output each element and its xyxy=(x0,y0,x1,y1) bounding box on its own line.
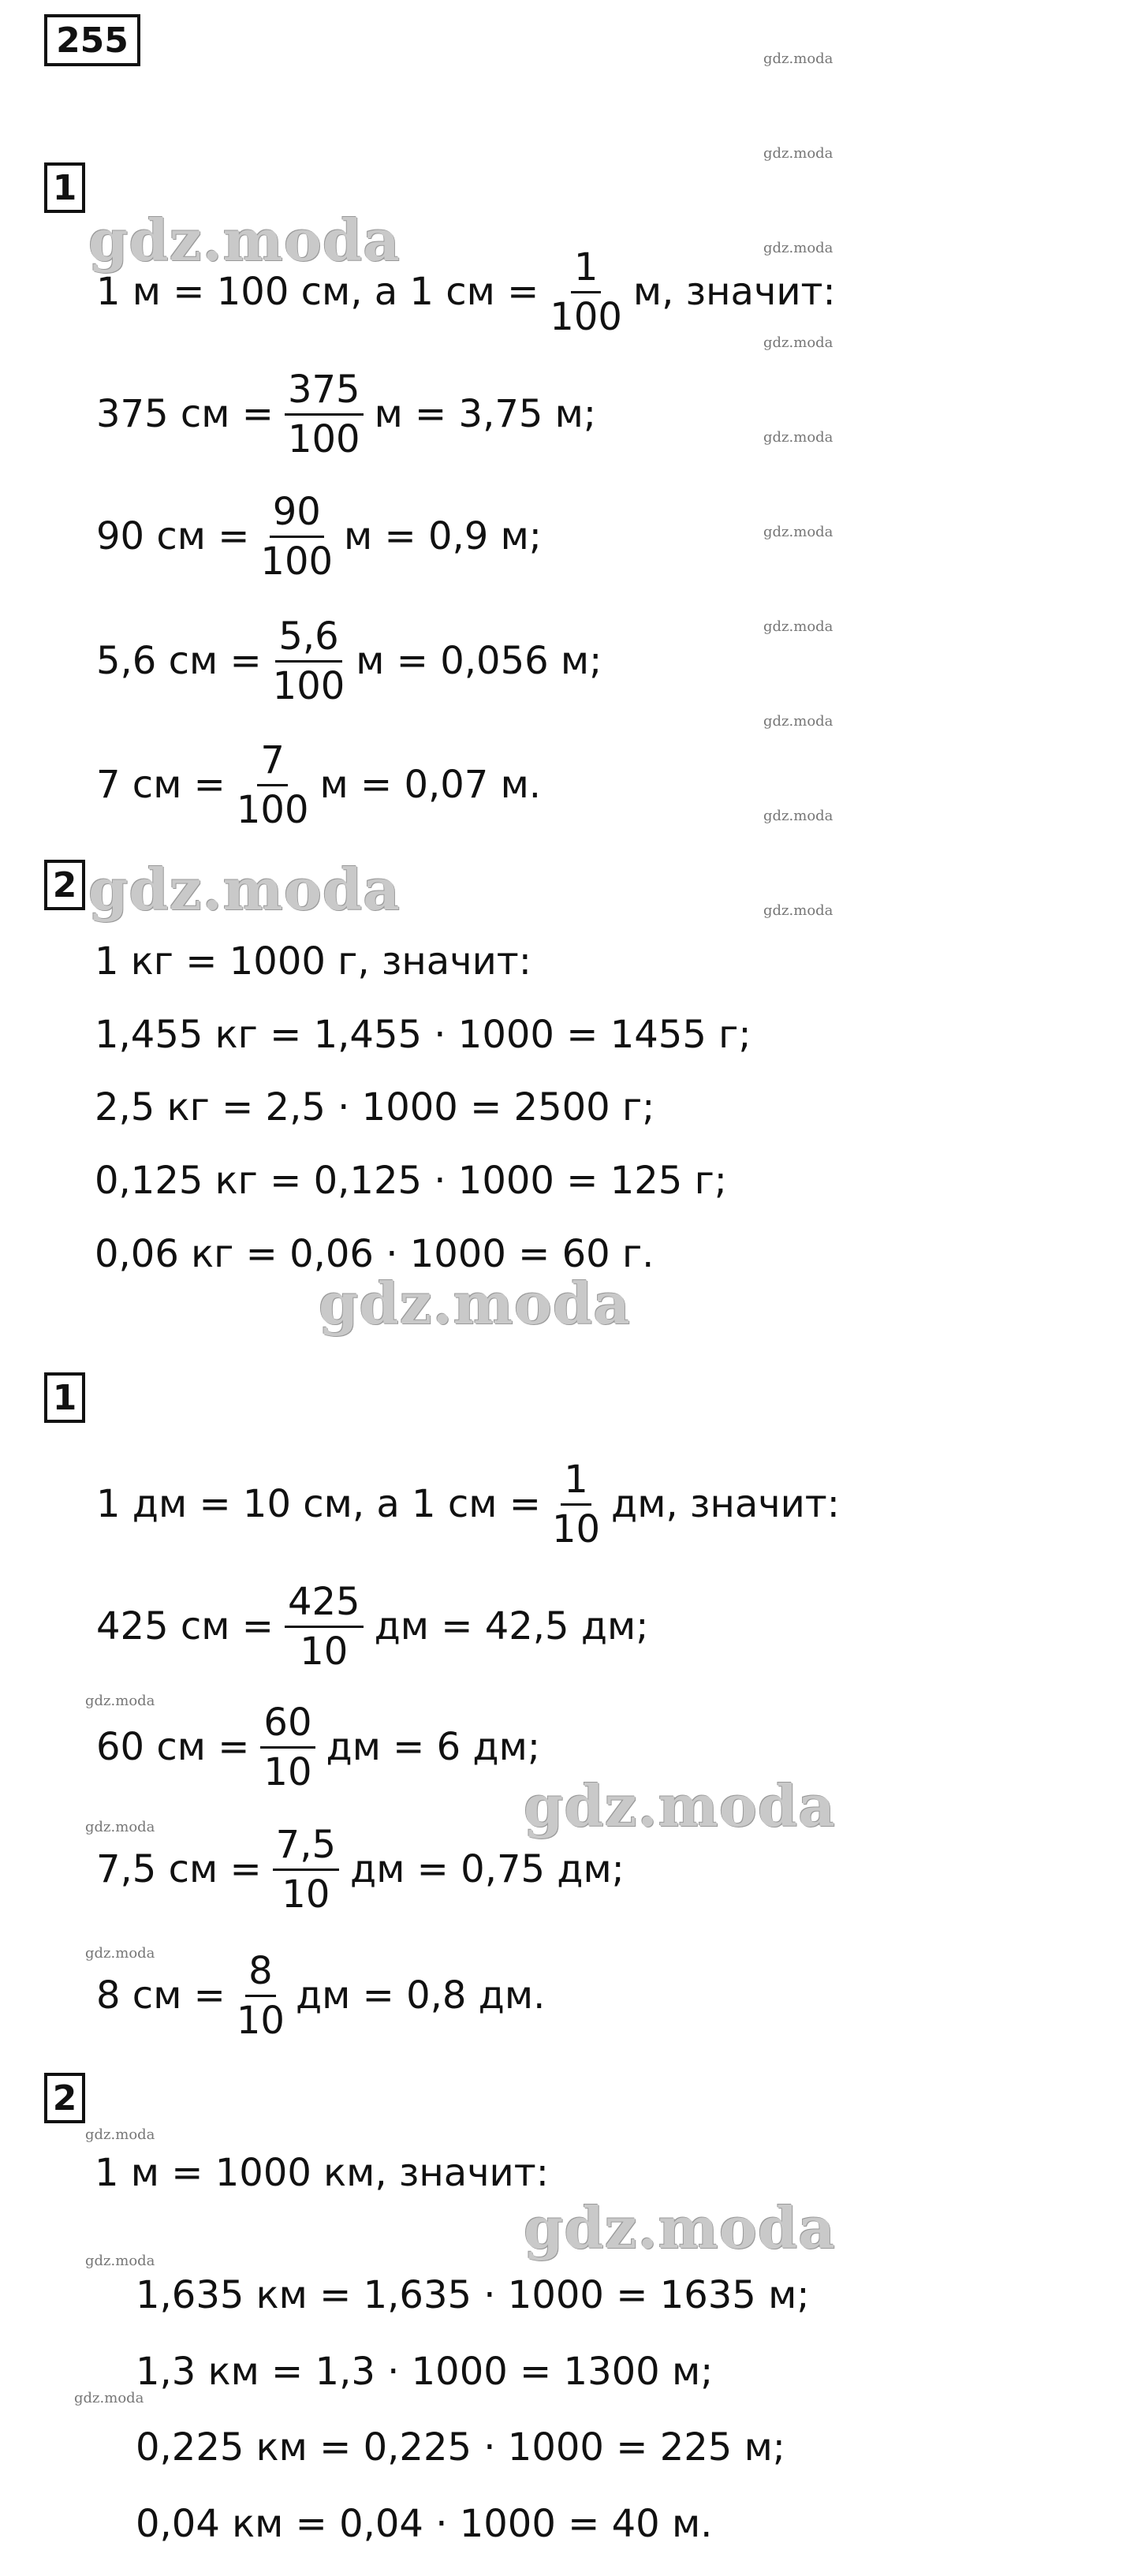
section-3-intro xyxy=(95,1453,841,1555)
watermark-small: gdz.moda xyxy=(763,713,834,730)
equation-left: 425 см = xyxy=(96,1604,274,1648)
fraction-numerator: 375 xyxy=(285,371,364,416)
watermark-small: gdz.moda xyxy=(763,524,834,540)
equation-right: дм, значит: xyxy=(611,1482,840,1526)
watermark-small: gdz.moda xyxy=(763,50,834,67)
watermark-small: gdz.moda xyxy=(85,1819,155,1835)
equation-right: м, значит: xyxy=(632,270,836,314)
equation-left: 7 см = xyxy=(96,763,226,807)
fraction-numerator: 425 xyxy=(285,1583,364,1628)
fraction-numerator: 5,6 xyxy=(275,618,341,663)
equation-right: дм = 0,8 дм. xyxy=(295,1973,546,2018)
fraction xyxy=(260,489,334,584)
section-3-label xyxy=(44,1372,85,1423)
section-2-line-5: 0,06 кг = 0,06 · 1000 = 60 г. xyxy=(95,1232,655,1276)
problem-number xyxy=(44,14,140,66)
section-4-line-1: 1 м = 1000 км, значит: xyxy=(95,2151,549,2195)
fraction-numerator: 7,5 xyxy=(273,1826,339,1871)
fraction xyxy=(550,245,622,339)
section-4-label xyxy=(44,2073,85,2123)
fraction-denominator: 100 xyxy=(260,539,334,584)
fraction-denominator: 100 xyxy=(287,416,360,461)
section-2-line-2: 1,455 кг = 1,455 · 1000 = 1455 г; xyxy=(95,1013,751,1057)
fraction-denominator: 100 xyxy=(236,787,309,832)
fraction-denominator: 10 xyxy=(282,1872,330,1917)
fraction-numerator: 8 xyxy=(245,1952,276,1997)
fraction-numerator: 60 xyxy=(260,1704,315,1749)
watermark-big: gdz.moda xyxy=(319,1270,631,1337)
fraction xyxy=(272,614,345,708)
section-3-row-2 xyxy=(95,1696,542,1798)
watermark-big: gdz.moda xyxy=(524,1772,836,1839)
fraction xyxy=(551,1457,601,1551)
watermark-big: gdz.moda xyxy=(524,2194,836,2261)
fraction-denominator: 10 xyxy=(263,1749,312,1794)
watermark-small: gdz.moda xyxy=(763,808,834,824)
section-2-label xyxy=(44,860,85,910)
watermark-small: gdz.moda xyxy=(763,240,834,256)
fraction-numerator: 90 xyxy=(270,493,324,538)
watermark-small: gdz.moda xyxy=(763,334,834,351)
section-3-label-text: 1 xyxy=(52,1377,77,1418)
fraction xyxy=(285,367,364,461)
equation-left: 375 см = xyxy=(96,392,274,436)
problem-number-text: 255 xyxy=(56,20,129,61)
equation-right: дм = 42,5 дм; xyxy=(374,1604,649,1648)
watermark-small: gdz.moda xyxy=(85,2253,155,2269)
equation-left: 60 см = xyxy=(96,1725,250,1769)
fraction xyxy=(273,1822,339,1917)
equation-left: 90 см = xyxy=(96,514,250,558)
fraction-denominator: 100 xyxy=(550,294,622,339)
equation-right: м = 0,056 м; xyxy=(356,639,602,683)
watermark-small: gdz.moda xyxy=(763,618,834,635)
section-4-line-2: 1,635 км = 1,635 · 1000 = 1635 м; xyxy=(136,2273,810,2317)
section-1-row-4 xyxy=(95,734,543,836)
watermark-small: gdz.moda xyxy=(763,145,834,162)
section-1-row-1 xyxy=(95,363,598,465)
watermark-small: gdz.moda xyxy=(74,2390,144,2406)
watermark-small: gdz.moda xyxy=(85,1945,155,1962)
equation-right: м = 0,07 м. xyxy=(319,763,542,807)
section-2-line-4: 0,125 кг = 0,125 · 1000 = 125 г; xyxy=(95,1159,727,1203)
watermark-small: gdz.moda xyxy=(85,2126,155,2143)
equation-left: 1 дм = 10 см, а 1 см = xyxy=(96,1482,541,1526)
section-2-label-text: 2 xyxy=(52,864,77,905)
watermark-big: gdz.moda xyxy=(88,856,401,923)
equation-left: 7,5 см = xyxy=(96,1847,262,1891)
section-3-row-1 xyxy=(95,1575,650,1678)
watermark-small: gdz.moda xyxy=(85,1693,155,1709)
section-2-line-3: 2,5 кг = 2,5 · 1000 = 2500 г; xyxy=(95,1085,655,1129)
section-3-row-4 xyxy=(95,1944,546,2047)
section-1-label xyxy=(44,162,85,213)
section-1-row-2 xyxy=(95,485,543,588)
equation-left: 8 см = xyxy=(96,1973,226,2018)
section-4-line-5: 0,04 км = 0,04 · 1000 = 40 м. xyxy=(136,2502,713,2546)
equation-right: дм = 0,75 дм; xyxy=(350,1847,625,1891)
equation-right: дм = 6 дм; xyxy=(326,1725,540,1769)
fraction-denominator: 10 xyxy=(300,1629,349,1674)
equation-left: 5,6 см = xyxy=(96,639,262,683)
fraction-denominator: 10 xyxy=(551,1506,601,1551)
equation-right: м = 0,9 м; xyxy=(344,514,542,558)
watermark-big: gdz.moda xyxy=(88,207,401,274)
fraction xyxy=(236,1948,285,2043)
fraction xyxy=(260,1700,315,1794)
fraction-denominator: 10 xyxy=(236,1998,285,2043)
section-1-label-text: 1 xyxy=(52,167,77,208)
section-4-line-3: 1,3 км = 1,3 · 1000 = 1300 м; xyxy=(136,2350,714,2394)
fraction xyxy=(236,737,309,832)
fraction-numerator: 7 xyxy=(257,741,288,786)
fraction xyxy=(285,1579,364,1674)
fraction-denominator: 100 xyxy=(272,663,345,708)
watermark-small: gdz.moda xyxy=(763,902,834,919)
fraction-numerator: 1 xyxy=(561,1461,591,1506)
section-1-intro xyxy=(95,241,837,343)
equation-right: м = 3,75 м; xyxy=(374,392,597,436)
section-2-line-1: 1 кг = 1000 г, значит: xyxy=(95,939,531,984)
equation-left: 1 м = 100 см, а 1 см = xyxy=(96,270,539,314)
section-4-line-4: 0,225 км = 0,225 · 1000 = 225 м; xyxy=(136,2425,785,2470)
section-4-label-text: 2 xyxy=(52,2078,77,2119)
section-1-row-3 xyxy=(95,610,603,712)
watermark-small: gdz.moda xyxy=(763,429,834,446)
section-3-row-3 xyxy=(95,1818,626,1921)
fraction-numerator: 1 xyxy=(571,248,602,293)
